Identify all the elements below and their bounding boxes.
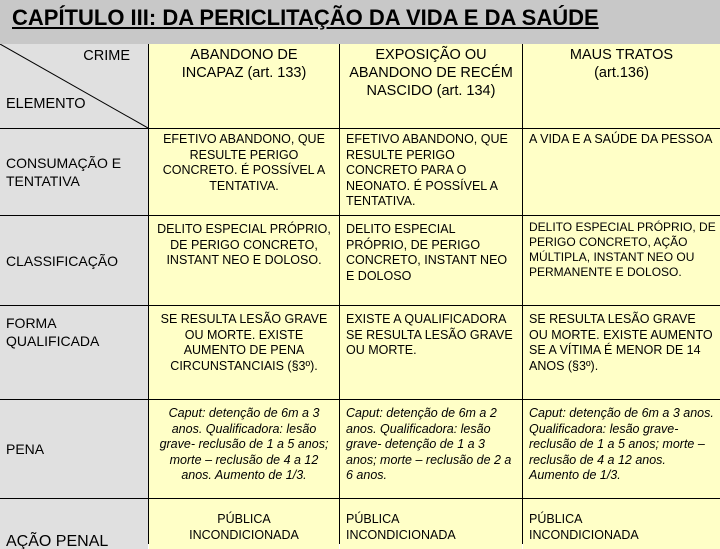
table-cell: Caput: detenção de 6m a 3 anos. Qualificadora: lesão grave- reclusão de 1 a 5 anos; morte – reclusão de 4 a 12 anos. Aumento de 1/3. <box>149 400 339 498</box>
table-cell: DELITO ESPECIAL PRÓPRIO, DE PERIGO CONCRETO, INSTANT NEO E DOLOSO <box>340 216 522 305</box>
table-cell: PÚBLICA INCONDICIONADA <box>523 499 720 549</box>
table-cell: EXISTE A QUALIFICADORA SE RESULTA LESÃO GRAVE OU MORTE. <box>340 306 522 399</box>
table-cell: EFETIVO ABANDONO, QUE RESULTE PERIGO CONCRETO. É POSSÍVEL A TENTATIVA. <box>149 129 339 215</box>
row-label: AÇÃO PENAL <box>0 499 148 549</box>
table-cell: PÚBLICA INCONDICIONADA <box>340 499 522 549</box>
table-cell: DELITO ESPECIAL PRÓPRIO, DE PERIGO CONCRETO, INSTANT NEO E DOLOSO. <box>149 216 339 305</box>
table-cell: PÚBLICA INCONDICIONADA <box>149 499 339 549</box>
table-cell: Caput: detenção de 6m a 3 anos. Qualificadora: lesão grave- reclusão de 1 a 5 anos; morte – reclusão de 4 a 12 anos. Aumento de 1/3. <box>523 400 720 498</box>
header-corner-cell <box>0 44 148 128</box>
crime-label: CRIME <box>83 48 130 64</box>
table-cell: SE RESULTA LESÃO GRAVE OU MORTE. EXISTE AUMENTO SE A VÍTIMA É MENOR DE 14 ANOS (§3º). <box>523 306 720 399</box>
table-cell: EFETIVO ABANDONO, QUE RESULTE PERIGO CONCRETO PARA O NEONATO. É POSSÍVEL A TENTATIVA. <box>340 129 522 215</box>
column-header: MAUS TRATOS (art.136) <box>523 44 720 128</box>
row-label: CONSUMAÇÃO E TENTATIVA <box>0 129 148 215</box>
comparison-table <box>0 44 720 549</box>
column-header: EXPOSIÇÃO OU ABANDONO DE RECÉM NASCIDO (art. 134) <box>340 44 522 128</box>
title-bar <box>0 0 720 44</box>
row-label: FORMA QUALIFICADA <box>0 306 148 399</box>
row-label: CLASSIFICAÇÃO <box>0 216 148 305</box>
column-header: ABANDONO DE INCAPAZ (art. 133) <box>149 44 339 128</box>
table-cell: DELITO ESPECIAL PRÓPRIO, DE PERIGO CONCRETO, AÇÃO MÚLTIPLA, INSTANT NEO OU PERMANENTE E DOLOSO. <box>523 216 720 305</box>
table-cell: Caput: detenção de 6m a 2 anos. Qualificadora: lesão grave- detenção de 1 a 3 anos; morte – reclusão de 2 a 6 anos. <box>340 400 522 498</box>
row-label: PENA <box>0 400 148 498</box>
table-cell: SE RESULTA LESÃO GRAVE OU MORTE. EXISTE AUMENTO DE PENA CIRCUNSTANCIAIS (§3º). <box>149 306 339 399</box>
page-title: CAPÍTULO III: DA PERICLITAÇÃO DA VIDA E DA SAÚDE <box>12 5 599 30</box>
elemento-label: ELEMENTO <box>6 96 86 112</box>
table-cell: A VIDA E A SAÚDE DA PESSOA <box>523 129 720 215</box>
